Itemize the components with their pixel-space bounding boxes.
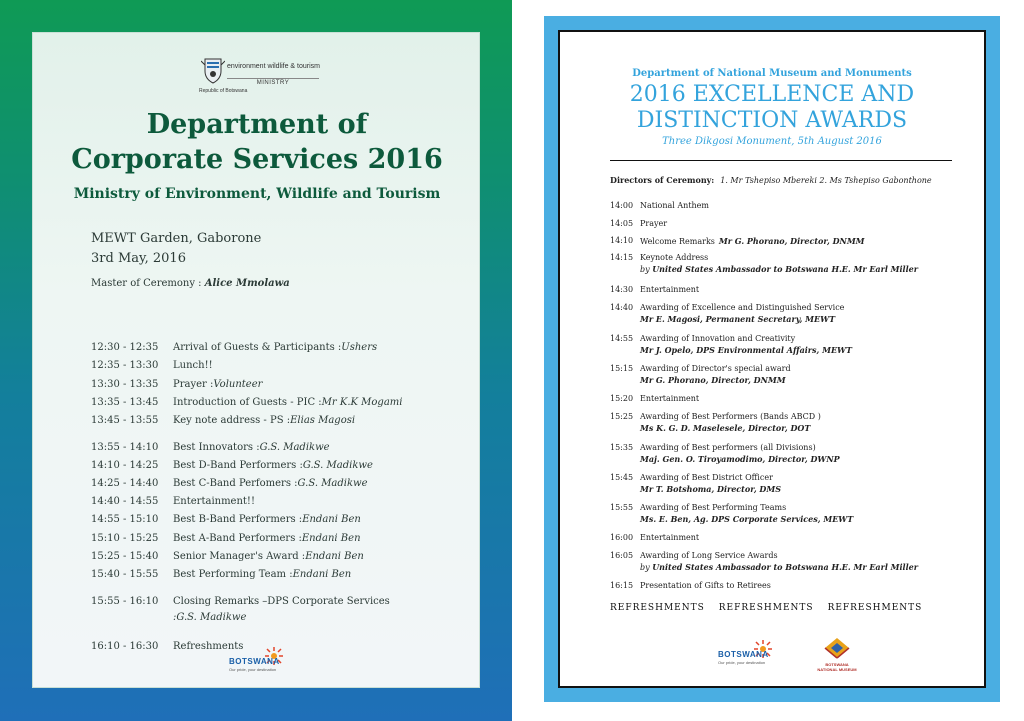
national-museum-logo bbox=[817, 636, 857, 672]
divider bbox=[610, 160, 952, 161]
row-time: 14:25 - 14:40 bbox=[91, 478, 159, 489]
programme-card bbox=[32, 32, 480, 688]
row-time: 14:10 - 14:25 bbox=[91, 460, 159, 471]
ministry-logo-org: environment wildlife & tourism bbox=[227, 63, 320, 70]
row-item: Best Innovators :G.S. Madikwe bbox=[173, 442, 330, 453]
row-time: 16:10 - 16:30 bbox=[91, 641, 159, 652]
title-line-1: Department of bbox=[146, 109, 368, 140]
directors-names: 1. Mr Tshepiso Mbereki 2. Ms Tshepiso Gabonthone bbox=[720, 176, 932, 185]
coat-of-arms-icon bbox=[201, 55, 225, 85]
row-time: 15:55 - 16:10 bbox=[91, 596, 159, 607]
mc-name: Alice Mmolawa bbox=[204, 278, 290, 289]
awards-title-line-1: 2016 EXCELLENCE AND bbox=[629, 82, 915, 107]
row-time: 14:40 - 14:55 bbox=[91, 496, 159, 507]
row-item: Entertainment!! bbox=[173, 496, 255, 507]
refreshments-3: REFRESHMENTS bbox=[827, 603, 923, 613]
row-time: 12:35 - 13:30 bbox=[91, 360, 159, 371]
row-item: Best C-Band Perfomers :G.S. Madikwe bbox=[173, 478, 368, 489]
awards-place-date: Three Dikgosi Monument, 5th August 2016 bbox=[662, 136, 882, 147]
awards-title-line-2: DISTINCTION AWARDS bbox=[636, 108, 908, 133]
museum-name: BOTSWANA NATIONAL MUSEUM bbox=[817, 662, 857, 672]
programme-card: Department of National Museum and Monuments 2016 EXCELLENCE AND DISTINCTION AWARDS Three Dikgosi Monument, 5th August 2016 Directors of Ceremony: 1. Mr Tshepiso Mbereki 2. Ms Tshepiso Gabonthone 14:00 National Anthem 14:05 Prayer 14:10 Welcome Remarks Mr G. Phorano, Director, DNMM 14:15 Keynote Address by United States Ambassador to Botswana H.E. Mr Earl Miller 14:30 Entertainment 14:40 Awarding of Excellence and Distinguished Service Mr E. Magosi, Permanent Secretary, MEWT 14:55 Awarding of Innovation and Creativity Mr J. Opelo, DPS Environmental Affairs, MEWT 15:15 Awarding of Director's special award Mr G. Phorano, Director, DNMM 15:20 Entertainment 15:25 Awarding of Best Performers (Bands ABCD ) Ms K. G. D. Maselesele, Director, DOT 15:35 Awarding of Best performers (all Divisions) Maj. Gen. O. Tiroyamodimo, Director, DWNP 15:45 Awarding of Best District Officer Mr T. Botshoma, Director, DMS 15:55 Awarding of Best Performing Teams Ms. E. Ben, Ag. DPS Corporate Services, MEWT 16:00 Entertainment 16:05 Awarding of Long Service Awards by United States Ambassador to Botswana H.E. Mr Earl Miller 16:15 Presentation of Gifts to Retirees REFRESHMENTS REFRESHMENTS REFRESHMENTS BOTSWANA Our pride, your destination BOTSWANA NATIONAL MUSEUM bbox=[558, 30, 986, 688]
row-item: Key note address - PS :Elias Magosi bbox=[173, 415, 356, 426]
ministry-logo bbox=[199, 53, 319, 99]
row-item: Best A-Band Performers :Endani Ben bbox=[173, 533, 361, 544]
row-item: Best D-Band Performers :G.S. Madikwe bbox=[173, 460, 373, 471]
row-item: Best B-Band Performers :Endani Ben bbox=[173, 514, 361, 525]
row-item: Prayer :Volunteer bbox=[173, 379, 263, 390]
row-item: Closing Remarks –DPS Corporate Services bbox=[173, 596, 390, 607]
department-name: Department of National Museum and Monuments bbox=[632, 68, 912, 79]
awards-title bbox=[560, 82, 984, 134]
event-venue: MEWT Garden, Gaborone bbox=[91, 231, 262, 246]
event-date: 3rd May, 2016 bbox=[91, 251, 186, 266]
botswana-word: BOTSWANA bbox=[718, 650, 769, 659]
excellence-awards-programme bbox=[512, 0, 1024, 721]
botswana-tourism-logo bbox=[229, 647, 289, 677]
row-time: 15:10 - 15:25 bbox=[91, 533, 159, 544]
botswana-word: BOTSWANA bbox=[229, 657, 280, 666]
botswana-tourism-logo bbox=[718, 640, 778, 670]
row-time: 12:30 - 12:35 bbox=[91, 342, 159, 353]
refreshments-2: REFRESHMENTS bbox=[718, 603, 814, 613]
row-item: Best Performing Team :Endani Ben bbox=[173, 569, 352, 580]
botswana-tagline: Our pride, your destination bbox=[718, 660, 766, 665]
row-item: Lunch!! bbox=[173, 360, 213, 371]
directors-of-ceremony bbox=[610, 175, 932, 185]
row-time: 13:35 - 13:45 bbox=[91, 397, 159, 408]
row-item: Senior Manager's Award :Endani Ben bbox=[173, 551, 364, 562]
row-item: Introduction of Guests - PIC :Mr K.K Mogami bbox=[173, 397, 403, 408]
row-time: 14:55 - 15:10 bbox=[91, 514, 159, 525]
row-item: Refreshments bbox=[173, 641, 244, 652]
master-of-ceremony bbox=[91, 278, 290, 289]
row-time: 13:55 - 14:10 bbox=[91, 442, 159, 453]
refreshments-line bbox=[610, 603, 930, 613]
row-time: 15:40 - 15:55 bbox=[91, 569, 159, 580]
title-line-2: Corporate Services 2016 bbox=[71, 144, 443, 175]
mc-label: Master of Ceremony : bbox=[91, 278, 205, 289]
page-subtitle: Ministry of Environment, Wildlife and Tourism bbox=[73, 186, 441, 202]
ministry-logo-ministry: MINISTRY bbox=[227, 78, 319, 86]
directors-label: Directors of Ceremony: bbox=[610, 175, 715, 185]
row-time: 15:25 - 15:40 bbox=[91, 551, 159, 562]
botswana-tagline: Our pride, your destination bbox=[229, 667, 277, 672]
row-responsible: :G.S. Madikwe bbox=[173, 612, 247, 623]
ministry-logo-republic: Republic of Botswana bbox=[199, 88, 248, 94]
museum-emblem-icon bbox=[822, 636, 852, 662]
row-time: 13:30 - 13:35 bbox=[91, 379, 159, 390]
page-title bbox=[33, 107, 481, 177]
refreshments-1: REFRESHMENTS bbox=[610, 603, 705, 613]
row-item: Arrival of Guests & Participants :Ushers bbox=[173, 342, 378, 353]
row-time: 13:45 - 13:55 bbox=[91, 415, 159, 426]
